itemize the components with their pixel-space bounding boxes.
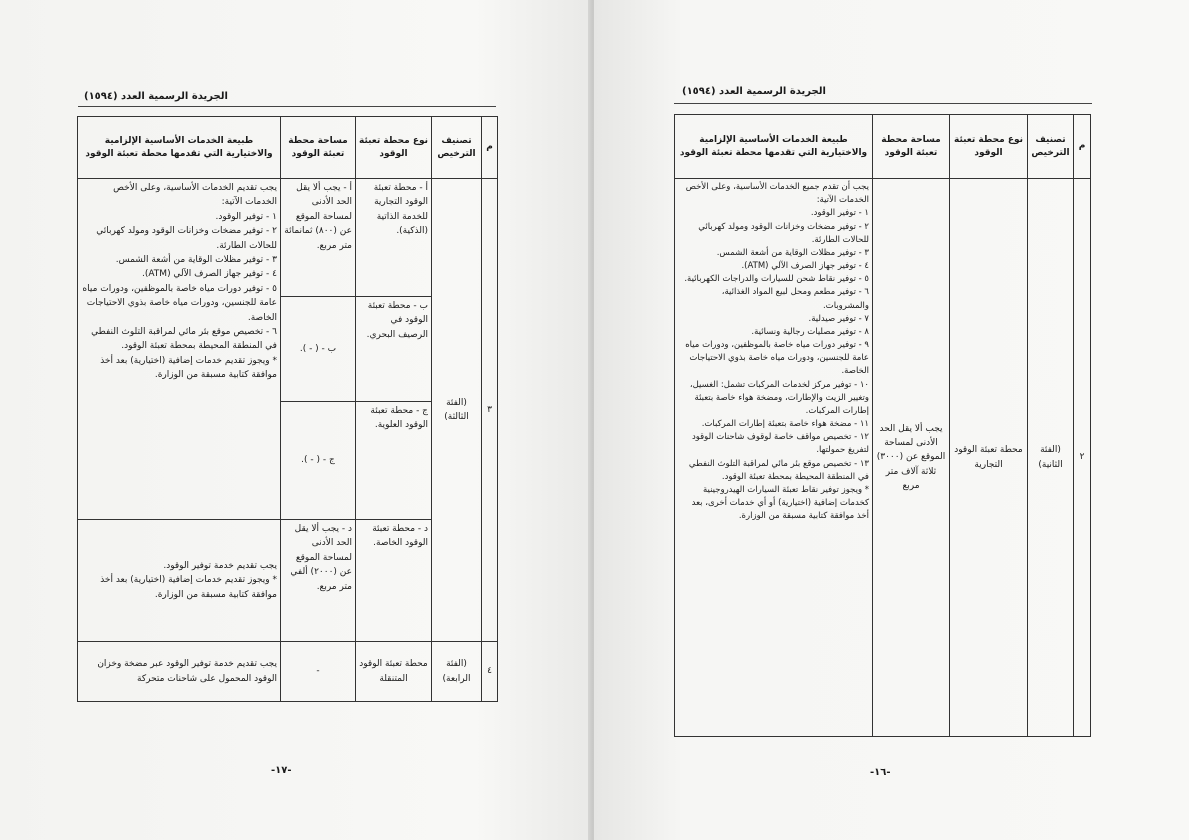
table-header-row: [78, 117, 498, 179]
row-fuel-type: د - محطة تعبئة الوقود الخاصة.: [356, 520, 432, 642]
header-rule: [78, 106, 496, 107]
col-fuel-type: نوع محطة تعبئة الوقود: [950, 115, 1028, 179]
row-number: ٣: [482, 179, 498, 642]
row-classification: (الفئة الثالثة): [432, 179, 482, 642]
row-area: ب - ( - ).: [281, 297, 356, 402]
row-number: ٢: [1074, 179, 1091, 737]
row-number: ٤: [482, 642, 498, 702]
row-services: يجب تقديم خدمة توفير الوقود. * ويجوز تقديم خدمات إضافية (اختيارية) بعد أخذ موافقة كتابية مسبقة من الوزارة.: [78, 520, 281, 642]
page-number: -١٧-: [271, 765, 292, 776]
page-number: -١٦-: [870, 767, 891, 778]
row-area: د - يجب ألا يقل الحد الأدنى لمساحة الموقع عن (٢٠٠٠) ألفي متر مربع.: [281, 520, 356, 642]
table-row: [78, 642, 498, 702]
row-fuel-type: أ - محطة تعبئة الوقود التجارية للخدمة الذاتية (الذكية).: [356, 179, 432, 297]
row-fuel-type: ب - محطة تعبئة الوقود في الرصيف البحري.: [356, 297, 432, 402]
col-services: طبيعة الخدمات الأساسية الإلزامية والاختيارية التي تقدمها محطة تعبئة الوقود: [78, 117, 281, 179]
page-header: الجريدة الرسمية العدد (١٥٩٤): [682, 86, 826, 97]
col-services: طبيعة الخدمات الأساسية الإلزامية والاختيارية التي تقدمها محطة تعبئة الوقود: [675, 115, 873, 179]
row-services: يجب تقديم خدمة توفير الوقود عبر مضخة وخزان الوقود المحمول على شاحنات متحركة: [78, 642, 281, 702]
row-services: يجب أن تقدم جميع الخدمات الأساسية، وعلى الأخص الخدمات الآتية: ١ - توفير الوقود. ٢ - توفير مضخات وخزانات الوقود ومولد كهربائي للحالات الطارئة. ٣ - توفير مظلات الوقاية من أشعة الشمس. ٤ - توفير جهاز الصرف الآلي (ATM). ٥ - توفير نقاط شحن للسيارات والدراجات الكهربائية. ٦ - توفير مطعم ومحل لبيع المواد الغذائية، والمشروبات. ٧ - توفير صيدلية. ٨ - توفير مصليات رجالية ونسائية. ٩ - توفير دورات مياه خاصة بالموظفين، ودورات مياه عامة للجنسين، ودورات مياه خاصة بذوي الاحتياجات الخاصة. ١٠ - توفير مركز لخدمات المركبات تشمل: الغسيل، وتغيير الزيت والإطارات، ومضخة هواء خاصة بتعبئة إطارات المركبات. ١١ - مضخة هواء خاصة بتعبئة إطارات المركبات. ١٢ - تخصيص مواقف خاصة لوقوف شاحنات الوقود لتفريغ حمولتها. ١٣ - تخصيص موقع بئر مائي لمراقبة التلوث النفطي في المنطقة المحيطة بمحطة تعبئة الوقود. * ويجوز توفير نقاط تعبئة السيارات الهيدروجينية كخدمات إضافية (اختيارية) أو أي خدمات أخرى، بعد أخذ موافقة كتابية مسبقة من الوزارة.: [675, 179, 873, 737]
left-page: [0, 0, 592, 840]
license-table-right: [674, 114, 1091, 737]
header-rule: [674, 103, 1092, 104]
table-header-row: [675, 115, 1091, 179]
row-classification: (الفئة الرابعة): [432, 642, 482, 702]
col-classification: تصنيف الترخيص: [432, 117, 482, 179]
table-row: [78, 179, 498, 297]
row-classification: (الفئة الثانية): [1028, 179, 1074, 737]
license-table-left: [77, 116, 498, 702]
col-area: مساحة محطة تعبئة الوقود: [281, 117, 356, 179]
col-m: م: [1074, 115, 1091, 179]
col-m: م: [482, 117, 498, 179]
col-fuel-type: نوع محطة تعبئة الوقود: [356, 117, 432, 179]
row-fuel-type: محطة تعبئة الوقود المتنقلة: [356, 642, 432, 702]
table-row: [675, 179, 1091, 737]
right-page: [594, 0, 1189, 840]
col-classification: تصنيف الترخيص: [1028, 115, 1074, 179]
row-fuel-type: ج - محطة تعبئة الوقود العلوية.: [356, 402, 432, 520]
row-area: يجب ألا يقل الحد الأدنى لمساحة الموقع عن (٣٠٠٠) ثلاثة آلاف متر مربع: [873, 179, 950, 737]
row-area: ج - ( - ).: [281, 402, 356, 520]
col-area: مساحة محطة تعبئة الوقود: [873, 115, 950, 179]
row-area: -: [281, 642, 356, 702]
row-fuel-type: محطة تعبئة الوقود التجارية: [950, 179, 1028, 737]
row-area: أ - يجب ألا يقل الحد الأدنى لمساحة الموقع عن (٨٠٠) ثمانمائة متر مربع.: [281, 179, 356, 297]
row-services: يجب تقديم الخدمات الأساسية، وعلى الأخص الخدمات الآتية: ١ - توفير الوقود. ٢ - توفير مضخات وخزانات الوقود ومولد كهربائي للحالات الطارئة. ٣ - توفير مظلات الوقاية من أشعة الشمس. ٤ - توفير جهاز الصرف الآلي (ATM). ٥ - توفير دورات مياه خاصة بالموظفين، ودورات مياه عامة للجنسين، ودورات مياه خاصة بذوي الاحتياجات الخاصة. ٦ - تخصيص موقع بئر مائي لمراقبة التلوث النفطي في المنطقة المحيطة بمحطة تعبئة الوقود. * ويجوز تقديم خدمات إضافية (اختيارية) بعد أخذ موافقة كتابية مسبقة من الوزارة.: [78, 179, 281, 520]
page-header: الجريدة الرسمية العدد (١٥٩٤): [84, 91, 228, 102]
